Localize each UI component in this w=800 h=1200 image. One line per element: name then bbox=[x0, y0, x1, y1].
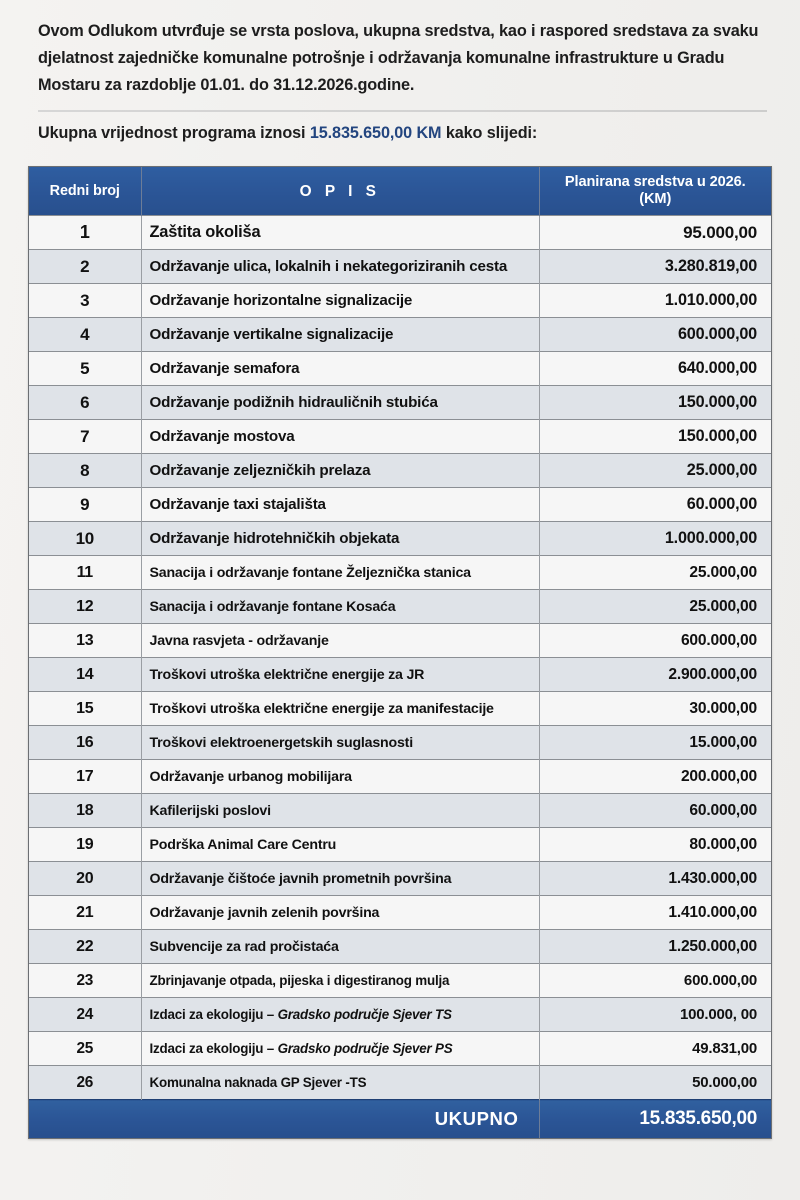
column-header-value-line1: Planirana sredstva u 2026. bbox=[564, 174, 746, 190]
total-value: 15.835.650,00 bbox=[539, 1100, 771, 1139]
table-row bbox=[29, 522, 771, 556]
table-row bbox=[29, 250, 771, 284]
row-description-emphasis: Gradsko područje Sjever PS bbox=[277, 1041, 453, 1056]
row-number: 2 bbox=[29, 250, 141, 284]
row-value: 30.000,00 bbox=[539, 692, 771, 726]
row-description-emphasis: Gradsko područje Sjever TS bbox=[277, 1007, 452, 1022]
row-value: 25.000,00 bbox=[539, 556, 771, 590]
row-description bbox=[141, 216, 539, 250]
row-description-text: Održavanje zeljezničkih prelaza bbox=[149, 462, 371, 479]
row-value: 100.000, 00 bbox=[539, 998, 771, 1032]
program-table-container bbox=[28, 166, 772, 1139]
row-value: 50.000,00 bbox=[539, 1066, 771, 1100]
table-footer bbox=[29, 1100, 771, 1139]
table-row bbox=[29, 284, 771, 318]
row-value: 1.410.000,00 bbox=[539, 896, 771, 930]
row-description-text: Održavanje mostova bbox=[149, 428, 295, 445]
row-description-text: Podrška Animal Care Centru bbox=[149, 836, 337, 853]
row-description-text: Troškovi utroška električne energije za manifestacije bbox=[149, 700, 494, 717]
row-number: 21 bbox=[29, 896, 141, 930]
table-row bbox=[29, 760, 771, 794]
row-number: 4 bbox=[29, 318, 141, 352]
row-value: 600.000,00 bbox=[539, 318, 771, 352]
row-description-text: Održavanje hidrotehničkih objekata bbox=[149, 530, 400, 547]
subtitle-amount: 15.835.650,00 KM bbox=[309, 124, 442, 142]
row-description-text: Održavanje podižnih hidrauličnih stubića bbox=[149, 394, 438, 411]
row-description-text: Izdaci za ekologiju – bbox=[149, 1007, 278, 1022]
row-description bbox=[141, 726, 539, 760]
row-value: 15.000,00 bbox=[539, 726, 771, 760]
subtitle-prefix: Ukupna vrijednost programa iznosi bbox=[38, 124, 310, 142]
row-description bbox=[141, 896, 539, 930]
row-value: 150.000,00 bbox=[539, 420, 771, 454]
row-description bbox=[141, 658, 539, 692]
row-value: 600.000,00 bbox=[539, 964, 771, 998]
row-description-text: Zaštita okoliša bbox=[149, 223, 261, 241]
program-table bbox=[29, 167, 771, 1138]
row-value: 25.000,00 bbox=[539, 454, 771, 488]
row-description bbox=[141, 352, 539, 386]
row-number: 10 bbox=[29, 522, 141, 556]
column-header-value-line2: (KM) bbox=[639, 191, 672, 207]
row-description bbox=[141, 386, 539, 420]
row-number: 18 bbox=[29, 794, 141, 828]
row-number: 25 bbox=[29, 1032, 141, 1066]
row-description-text: Održavanje čištoće javnih prometnih površina bbox=[149, 870, 452, 887]
table-row bbox=[29, 998, 771, 1032]
row-description-text: Subvencije za rad pročistaća bbox=[149, 938, 339, 955]
row-value: 1.430.000,00 bbox=[539, 862, 771, 896]
row-value: 60.000,00 bbox=[539, 488, 771, 522]
row-number: 23 bbox=[29, 964, 141, 998]
row-description bbox=[141, 454, 539, 488]
row-description bbox=[141, 488, 539, 522]
row-description bbox=[141, 998, 539, 1032]
row-description-text: Zbrinjavanje otpada, pijeska i digestiranog mulja bbox=[149, 973, 450, 988]
row-value: 1.000.000,00 bbox=[539, 522, 771, 556]
row-description bbox=[141, 284, 539, 318]
row-description-text: Komunalna naknada GP Sjever -TS bbox=[149, 1075, 367, 1090]
table-row bbox=[29, 216, 771, 250]
table-row bbox=[29, 1066, 771, 1100]
row-number: 16 bbox=[29, 726, 141, 760]
row-number: 1 bbox=[29, 216, 141, 250]
table-row bbox=[29, 964, 771, 998]
row-number: 3 bbox=[29, 284, 141, 318]
table-header bbox=[29, 167, 771, 216]
row-description bbox=[141, 420, 539, 454]
row-description bbox=[141, 862, 539, 896]
table-row bbox=[29, 658, 771, 692]
row-description-text: Održavanje semafora bbox=[149, 360, 300, 377]
row-number: 13 bbox=[29, 624, 141, 658]
table-row bbox=[29, 794, 771, 828]
row-description-text: Javna rasvjeta - održavanje bbox=[149, 632, 329, 649]
row-number: 11 bbox=[29, 556, 141, 590]
column-header-value bbox=[539, 167, 771, 216]
table-row bbox=[29, 862, 771, 896]
row-description bbox=[141, 930, 539, 964]
intro-paragraph: Ovom Odlukom utvrđuje se vrsta poslova, ukupna sredstva, kao i raspored sredstava za svaku djelatnost zajedničke komunalne potrošnje i održavanja komunalne infrastrukture u Gradu Mostaru za razdoblje 01.01. do 31.12.2026.godine. bbox=[38, 22, 759, 94]
row-description bbox=[141, 250, 539, 284]
row-description bbox=[141, 1066, 539, 1100]
table-row bbox=[29, 420, 771, 454]
table-row bbox=[29, 828, 771, 862]
row-description-text: Troškovi elektroenergetskih suglasnosti bbox=[149, 734, 413, 751]
row-description bbox=[141, 590, 539, 624]
row-number: 17 bbox=[29, 760, 141, 794]
row-number: 7 bbox=[29, 420, 141, 454]
table-row bbox=[29, 318, 771, 352]
row-description-text: Održavanje urbanog mobilijara bbox=[149, 768, 352, 785]
row-number: 9 bbox=[29, 488, 141, 522]
intro-paragraph-block bbox=[38, 18, 766, 99]
table-row bbox=[29, 930, 771, 964]
table-body bbox=[29, 216, 771, 1100]
row-description-text: Sanacija i održavanje fontane Kosaća bbox=[149, 598, 396, 615]
row-number: 6 bbox=[29, 386, 141, 420]
row-number: 24 bbox=[29, 998, 141, 1032]
table-row bbox=[29, 386, 771, 420]
row-value: 49.831,00 bbox=[539, 1032, 771, 1066]
total-label: UKUPNO bbox=[29, 1100, 539, 1139]
row-description bbox=[141, 1032, 539, 1066]
row-description-text: Održavanje horizontalne signalizacije bbox=[149, 292, 413, 309]
row-description bbox=[141, 522, 539, 556]
row-description bbox=[141, 692, 539, 726]
row-description-text: Izdaci za ekologiju – bbox=[149, 1041, 278, 1056]
row-description-text: Održavanje javnih zelenih površina bbox=[149, 904, 380, 921]
column-header-description: O P I S bbox=[141, 167, 539, 216]
table-row bbox=[29, 1032, 771, 1066]
row-value: 80.000,00 bbox=[539, 828, 771, 862]
row-value: 600.000,00 bbox=[539, 624, 771, 658]
row-description-text: Troškovi utroška električne energije za JR bbox=[149, 666, 425, 683]
total-row bbox=[29, 1100, 771, 1139]
row-description bbox=[141, 760, 539, 794]
row-description bbox=[141, 556, 539, 590]
row-value: 60.000,00 bbox=[539, 794, 771, 828]
row-value: 150.000,00 bbox=[539, 386, 771, 420]
row-number: 5 bbox=[29, 352, 141, 386]
table-row bbox=[29, 488, 771, 522]
row-description bbox=[141, 964, 539, 998]
row-description-text: Održavanje vertikalne signalizacije bbox=[149, 326, 394, 343]
table-row bbox=[29, 556, 771, 590]
table-header-row bbox=[29, 167, 771, 216]
table-row bbox=[29, 896, 771, 930]
total-value-subtitle bbox=[38, 124, 768, 143]
subtitle-suffix: kako slijedi: bbox=[441, 124, 538, 142]
row-number: 20 bbox=[29, 862, 141, 896]
row-description bbox=[141, 828, 539, 862]
row-value: 1.250.000,00 bbox=[539, 930, 771, 964]
table-row bbox=[29, 624, 771, 658]
table-row bbox=[29, 726, 771, 760]
row-description bbox=[141, 624, 539, 658]
row-description-text: Održavanje taxi stajališta bbox=[149, 496, 326, 513]
row-value: 3.280.819,00 bbox=[539, 250, 771, 284]
row-description bbox=[141, 794, 539, 828]
row-description bbox=[141, 318, 539, 352]
row-description-text: Sanacija i održavanje fontane Željeznička stanica bbox=[149, 564, 471, 581]
table-row bbox=[29, 352, 771, 386]
row-value: 2.900.000,00 bbox=[539, 658, 771, 692]
row-value: 640.000,00 bbox=[539, 352, 771, 386]
row-number: 8 bbox=[29, 454, 141, 488]
table-row bbox=[29, 590, 771, 624]
row-number: 12 bbox=[29, 590, 141, 624]
horizontal-divider bbox=[38, 110, 767, 112]
row-description-text: Kafilerijski poslovi bbox=[149, 802, 271, 819]
row-value: 200.000,00 bbox=[539, 760, 771, 794]
row-number: 26 bbox=[29, 1066, 141, 1100]
row-number: 19 bbox=[29, 828, 141, 862]
row-number: 15 bbox=[29, 692, 141, 726]
table-row bbox=[29, 692, 771, 726]
row-number: 22 bbox=[29, 930, 141, 964]
row-value: 1.010.000,00 bbox=[539, 284, 771, 318]
row-value: 95.000,00 bbox=[539, 216, 771, 250]
row-number: 14 bbox=[29, 658, 141, 692]
row-value: 25.000,00 bbox=[539, 590, 771, 624]
row-description-text: Održavanje ulica, lokalnih i nekategoriziranih cesta bbox=[149, 258, 508, 275]
table-row bbox=[29, 454, 771, 488]
column-header-number: Redni broj bbox=[29, 167, 141, 216]
